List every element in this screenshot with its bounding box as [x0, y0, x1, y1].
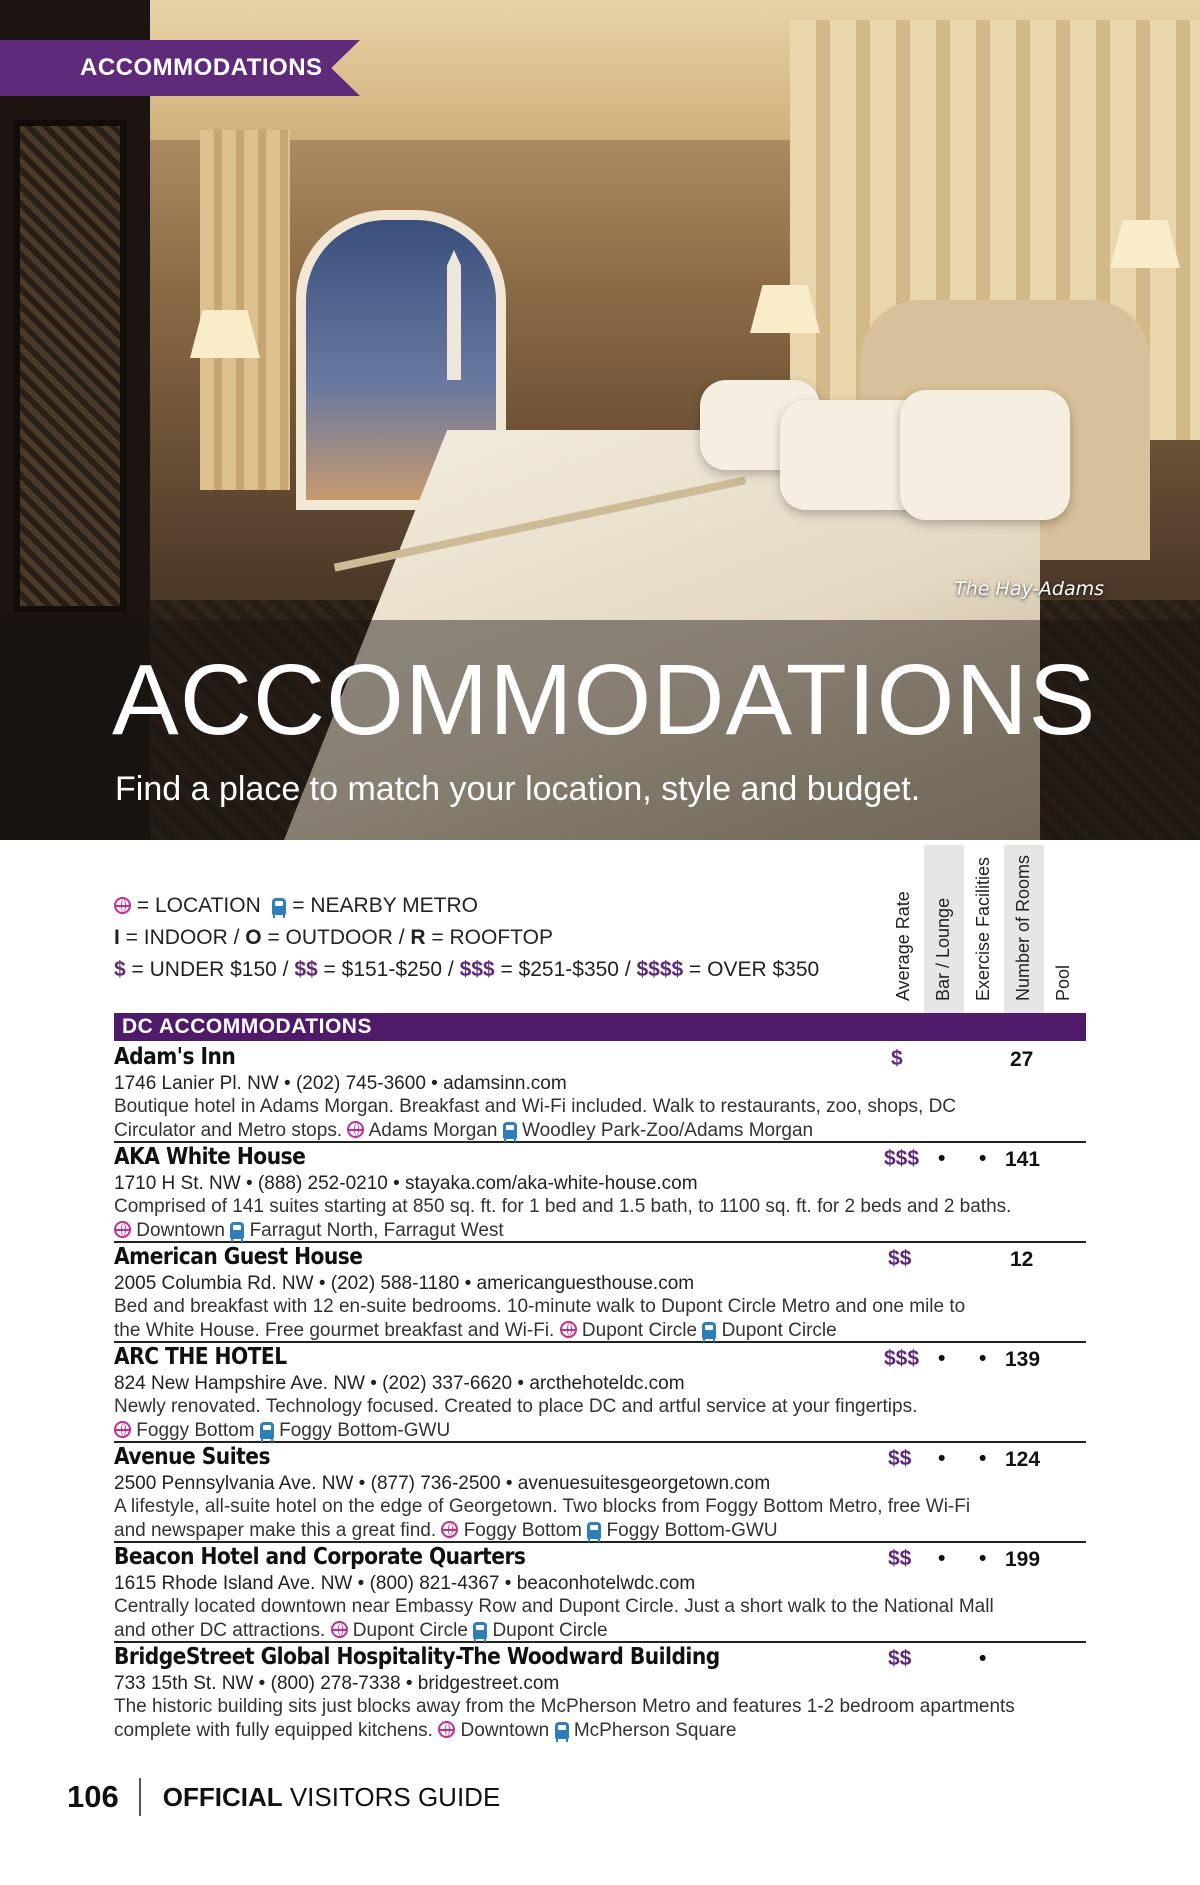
publication-name-bold: OFFICIAL [162, 1781, 283, 1812]
photo-pillow [900, 390, 1070, 520]
legend-rooftop: = ROOFTOP [425, 926, 553, 949]
hotel-desc-text: The historic building sits just blocks away from the McPherson Metro and features 1-2 bedroom apartments complete with fully equipped kitchens. [114, 1696, 1015, 1741]
hotel-rate: $$ [888, 1447, 912, 1470]
legend-rate-4-text: = OVER $350 [683, 958, 820, 981]
hotel-metro-station: Dupont Circle [492, 1620, 608, 1641]
legend-rate-2-text: = $151-$250 / [317, 958, 460, 981]
column-label: Bar / Lounge [933, 897, 953, 1001]
hotel-metro [503, 1120, 813, 1141]
hotel-neighborhood: Foggy Bottom [136, 1420, 255, 1441]
hotel-desc-text: Newly renovated. Technology focused. Created to place DC and artful service at your fingertips. [114, 1396, 918, 1417]
hotel-rooms: 141 [1005, 1148, 1041, 1171]
hotel-metro [702, 1320, 836, 1341]
page-title: ACCOMMODATIONS [112, 644, 1097, 756]
legend-rate-4: $$$$ [636, 958, 684, 981]
hotel-location [441, 1520, 582, 1541]
hotel-description [114, 1695, 1074, 1743]
hotel-rate: $$ [888, 1647, 912, 1670]
hotel-metro [555, 1720, 737, 1741]
hotel-exercise: • [979, 1547, 987, 1570]
legend-line-setting [114, 922, 819, 954]
hotel-location [114, 1220, 225, 1241]
column-label: Average Rate [893, 891, 913, 1001]
legend-line-icons [114, 890, 819, 922]
hotel-rooms: 27 [1010, 1048, 1034, 1071]
page-subtitle: Find a place to match your location, style and budget. [115, 770, 921, 808]
hotel-name: ARC THE HOTEL [114, 1344, 287, 1370]
column-number-of-rooms [1004, 845, 1044, 1015]
hotel-rooms: 199 [1005, 1548, 1041, 1571]
hotel-rooms: 139 [1005, 1348, 1041, 1371]
metro-train-icon [260, 1422, 274, 1439]
globe-icon [347, 1121, 364, 1138]
photo-caption: The Hay-Adams [954, 578, 1104, 600]
section-header-bar [114, 1013, 1086, 1041]
hotel-address: 1615 Rhode Island Ave. NW • (800) 821-4367 • beaconhotelwdc.com [114, 1573, 696, 1594]
hotel-description [114, 1595, 994, 1643]
legend-location: = LOCATION [136, 894, 261, 917]
legend-outdoor: = OUTDOOR / [261, 926, 411, 949]
page-number: 106 [67, 1779, 119, 1814]
list-item [114, 1543, 1086, 1643]
hotel-address: 824 New Hampshire Ave. NW • (202) 337-6620 • arcthehoteldc.com [114, 1373, 685, 1394]
photo-monument [447, 250, 461, 380]
publication-name-rest: VISITORS GUIDE [282, 1781, 501, 1812]
hotel-description [114, 1395, 1074, 1443]
metro-train-icon [587, 1522, 601, 1539]
photo-armoire-lattice [14, 120, 126, 612]
hotel-bar-lounge: • [938, 1147, 946, 1170]
legend-rate-1: $ [114, 958, 126, 981]
hotel-location [114, 1420, 255, 1441]
hotel-metro-station: Dupont Circle [721, 1320, 837, 1341]
hotel-desc-text: Comprised of 141 suites starting at 850 sq. ft. for 1 bed and 1.5 bath, to 1100 sq. ft. for 2 beds and 2 baths. [114, 1196, 1012, 1217]
hotel-bar-lounge: • [938, 1547, 946, 1570]
hotel-location [560, 1320, 697, 1341]
list-item [114, 1343, 1086, 1443]
list-item [114, 1043, 1086, 1143]
hotel-neighborhood: Dupont Circle [581, 1320, 698, 1341]
metro-train-icon [702, 1322, 716, 1339]
list-item [114, 1243, 1086, 1343]
list-item [114, 1643, 1086, 1743]
legend-indoor-key: I [114, 926, 120, 949]
hotel-rate: $ [891, 1047, 903, 1070]
section-tab-label: ACCOMMODATIONS [80, 54, 323, 81]
hotel-metro [473, 1620, 607, 1641]
section-header-title: DC ACCOMMODATIONS [122, 1015, 372, 1038]
hotel-desc-text: A lifestyle, all-suite hotel on the edge of Georgetown. Two blocks from Foggy Bottom Metro, free Wi-Fi and newspaper make this a great find. [114, 1496, 971, 1541]
hotel-metro-station: Foggy Bottom-GWU [279, 1420, 451, 1441]
legend-outdoor-key: O [245, 926, 262, 949]
hotel-rooms: 124 [1005, 1448, 1041, 1471]
hotel-desc-text: Bed and breakfast with 12 en-suite bedrooms. 10-minute walk to Dupont Circle Metro and one mile to the White House. Free gourmet breakfast and Wi-Fi. [114, 1296, 966, 1341]
globe-icon [441, 1521, 458, 1538]
globe-icon [560, 1321, 577, 1338]
hotel-desc-text: Centrally located downtown near Embassy Row and Dupont Circle. Just a short walk to the National Mall and other DC attractions. [114, 1596, 994, 1641]
hotel-location [438, 1720, 549, 1741]
hotel-exercise: • [979, 1447, 987, 1470]
globe-icon [114, 1221, 131, 1238]
legend-rate-2: $$ [294, 958, 318, 981]
hotel-rooms: 12 [1010, 1248, 1034, 1271]
globe-icon [438, 1721, 455, 1738]
hotel-neighborhood: Dupont Circle [352, 1620, 468, 1641]
legend-rate-3-text: = $251-$350 / [494, 958, 637, 981]
column-label: Pool [1053, 964, 1073, 1001]
list-item [114, 1443, 1086, 1543]
hotel-metro-station: Foggy Bottom-GWU [606, 1520, 778, 1541]
hotel-name: Beacon Hotel and Corporate Quarters [114, 1544, 526, 1570]
globe-icon [114, 1421, 131, 1438]
hotel-address: 1710 H St. NW • (888) 252-0210 • stayaka.com/aka-white-house.com [114, 1173, 698, 1194]
globe-icon [331, 1621, 348, 1638]
hotel-address: 2005 Columbia Rd. NW • (202) 588-1180 • americanguesthouse.com [114, 1273, 695, 1294]
hotel-name: American Guest House [114, 1244, 363, 1270]
footer-divider [139, 1778, 141, 1816]
metro-train-icon [230, 1222, 244, 1239]
column-bar-lounge [924, 845, 964, 1015]
hotel-exercise: • [979, 1347, 987, 1370]
hotel-metro-station: McPherson Square [573, 1720, 737, 1741]
hotel-name: AKA White House [114, 1144, 306, 1170]
hotel-metro-station: Farragut North, Farragut West [249, 1220, 504, 1241]
hotel-address: 2500 Pennsylvania Ave. NW • (877) 736-2500 • avenuesuitesgeorgetown.com [114, 1473, 771, 1494]
hotel-name: Adam's Inn [114, 1044, 236, 1070]
column-label: Number of Rooms [1013, 854, 1033, 1001]
hotel-metro-station: Woodley Park-Zoo/Adams Morgan [522, 1120, 814, 1141]
hotel-rate: $$$ [884, 1147, 920, 1170]
hotel-rate: $$$ [884, 1347, 920, 1370]
hotel-metro [230, 1220, 503, 1241]
hotel-description [114, 1195, 1074, 1243]
hotel-rate: $$ [888, 1247, 912, 1270]
legend-line-rates [114, 954, 819, 986]
metro-train-icon [555, 1722, 569, 1739]
hotel-exercise: • [979, 1647, 987, 1670]
column-pool [1044, 845, 1084, 1015]
hotel-description [114, 1495, 994, 1543]
hotel-list [114, 1043, 1086, 1743]
column-label: Exercise Facilities [973, 856, 993, 1001]
hotel-rate: $$ [888, 1547, 912, 1570]
legend-rooftop-key: R [410, 926, 426, 949]
hotel-neighborhood: Downtown [136, 1220, 225, 1241]
page-footer [67, 1778, 500, 1816]
hotel-bar-lounge: • [938, 1347, 946, 1370]
globe-icon [114, 897, 131, 914]
metro-train-icon [272, 898, 286, 915]
metro-train-icon [503, 1122, 517, 1139]
hotel-address: 733 15th St. NW • (800) 278-7338 • bridgestreet.com [114, 1673, 560, 1694]
legend-indoor: = INDOOR / [119, 926, 246, 949]
metro-train-icon [473, 1622, 487, 1639]
column-average-rate [884, 845, 924, 1015]
hotel-bar-lounge: • [938, 1447, 946, 1470]
hotel-desc-text: Boutique hotel in Adams Morgan. Breakfast and Wi-Fi included. Walk to restaurants, zoo, shops, DC Circulator and Metro stops. [114, 1096, 957, 1141]
legend-metro: = NEARBY METRO [292, 894, 478, 917]
hotel-description [114, 1095, 994, 1143]
legend-rate-3: $$$ [459, 958, 495, 981]
column-exercise-facilities [964, 845, 1004, 1015]
legend [114, 890, 819, 986]
hotel-location [347, 1120, 497, 1141]
hotel-neighborhood: Downtown [460, 1720, 550, 1741]
hotel-name: BridgeStreet Global Hospitality-The Woodward Building [114, 1644, 720, 1670]
hotel-name: Avenue Suites [114, 1444, 270, 1470]
publication-name [163, 1782, 501, 1813]
hotel-address: 1746 Lanier Pl. NW • (202) 745-3600 • adamsinn.com [114, 1073, 567, 1094]
list-item [114, 1143, 1086, 1243]
hotel-metro [260, 1420, 450, 1441]
hotel-neighborhood: Adams Morgan [368, 1120, 498, 1141]
hotel-neighborhood: Foggy Bottom [463, 1520, 582, 1541]
hotel-metro [587, 1520, 777, 1541]
hotel-description [114, 1295, 994, 1343]
hotel-exercise: • [979, 1147, 987, 1170]
legend-rate-1-text: = UNDER $150 / [125, 958, 295, 981]
hotel-location [331, 1620, 468, 1641]
